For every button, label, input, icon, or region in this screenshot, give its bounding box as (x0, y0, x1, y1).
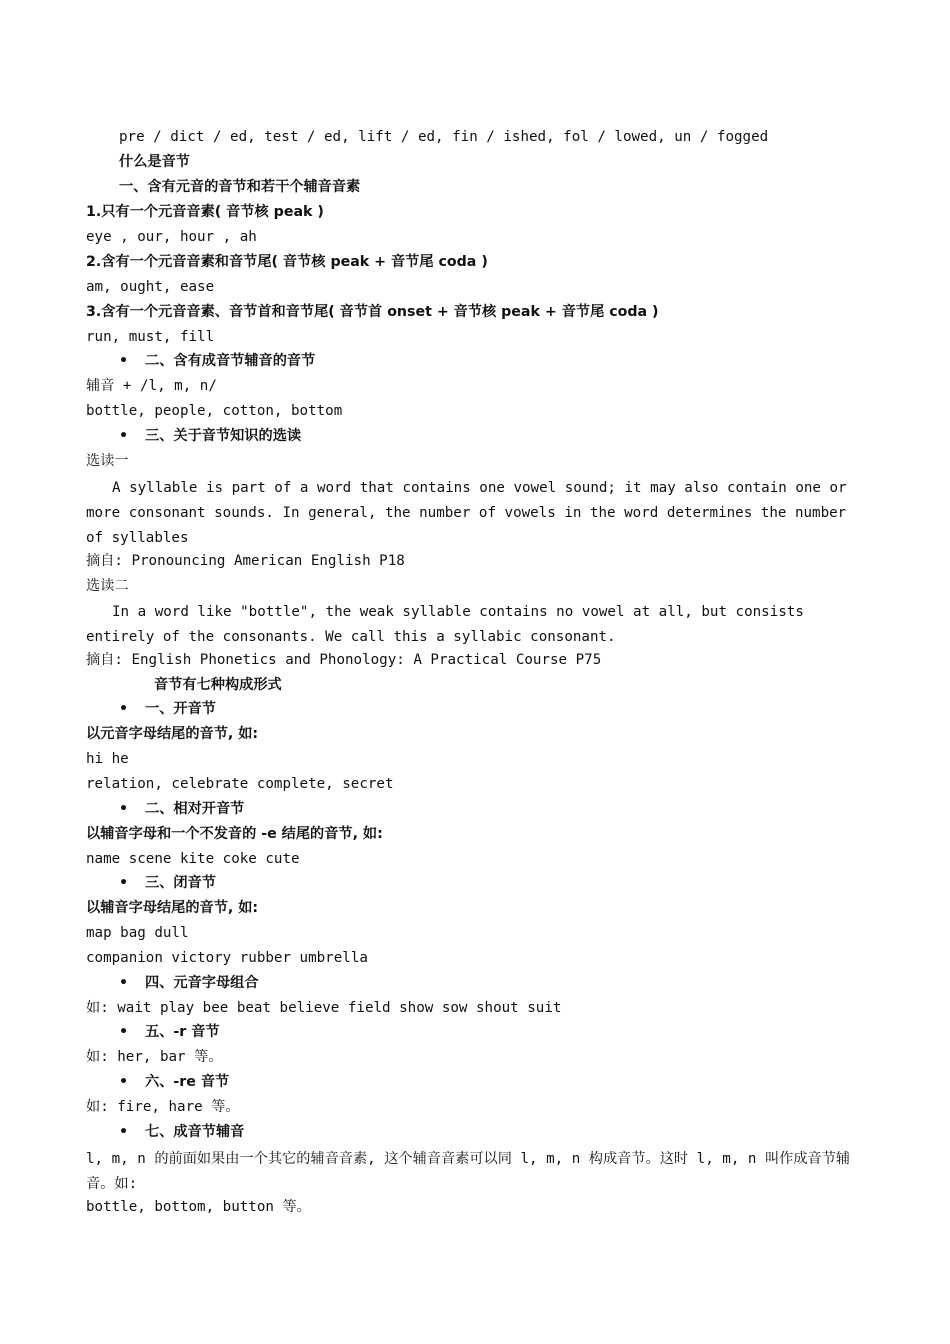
bullet-heading-text: 二、含有成音节辅音的音节 (145, 353, 316, 369)
bullet-icon: • (119, 353, 129, 369)
open-syllable-desc: 以元音字母结尾的音节, 如: (86, 726, 259, 742)
bullet-heading-text: 七、成音节辅音 (145, 1124, 245, 1140)
bullet-heading-text: 四、元音字母组合 (145, 975, 259, 991)
bullet-icon: • (119, 1024, 129, 1040)
bullet-heading-vowel-combo (119, 973, 909, 993)
subheading-onset-peak-coda: 3.含有一个元音音素、音节首和音节尾( 音节首 onset + 音节核 peak + 音节尾 coda ) (86, 304, 659, 320)
heading-seven-forms: 音节有七种构成形式 (154, 677, 282, 693)
subheading-peak-coda: 2.含有一个元音音素和音节尾( 音节核 peak + 音节尾 coda ) (86, 254, 488, 270)
examples-syllabic: bottle, people, cotton, bottom (86, 403, 343, 419)
relative-open-desc: 以辅音字母和一个不发音的 -e 结尾的音节, 如: (86, 826, 383, 842)
reading-label-1: 选读一 (86, 453, 129, 469)
bullet-icon: • (119, 701, 129, 717)
bullet-icon: • (119, 1124, 129, 1140)
examples-onset-peak-coda: run, must, fill (86, 329, 215, 345)
bullet-icon: • (119, 975, 129, 991)
reading-paragraph-2: In a word like "bottle", the weak syllable contains no vowel at all, but consists entirely of the consonants. We call this a syllabic consonant. (86, 604, 804, 645)
bullet-heading-text: 五、-r 音节 (145, 1024, 220, 1040)
consonant-formula: 辅音 + /l, m, n/ (86, 378, 217, 394)
relative-open-examples: name scene kite coke cute (86, 851, 300, 867)
bullet-heading-closed (119, 873, 909, 893)
bullet-heading-open-syllable (119, 699, 909, 719)
bullet-icon: • (119, 875, 129, 891)
examples-peak-coda: am, ought, ease (86, 279, 215, 295)
closed-examples-2: companion victory rubber umbrella (86, 950, 368, 966)
bullet-heading-text: 三、关于音节知识的选读 (145, 428, 302, 444)
open-syllable-examples-2: relation, celebrate complete, secret (86, 776, 394, 792)
bullet-heading-text: 三、闭音节 (145, 875, 216, 891)
bullet-heading-relative-open (119, 799, 909, 819)
vowel-combo-examples: 如: wait play bee beat believe field show sow shout suit (86, 1000, 562, 1016)
bullet-heading-re-syllable (119, 1072, 909, 1092)
bullet-heading-text: 六、-re 音节 (145, 1074, 230, 1090)
reading-source-2: 摘自: English Phonetics and Phonology: A Practical Course P75 (86, 652, 602, 668)
syllabic-consonant-examples: bottle, bottom, button 等。 (86, 1199, 311, 1215)
examples-peak: eye , our, hour , ah (86, 229, 257, 245)
bullet-heading-text: 二、相对开音节 (145, 801, 245, 817)
section-heading-1: 一、含有元音的音节和若干个辅音音素 (119, 179, 361, 195)
bullet-icon: • (119, 1074, 129, 1090)
bullet-heading-text: 一、开音节 (145, 701, 216, 717)
bullet-heading-reading (119, 426, 909, 446)
open-syllable-examples-1: hi he (86, 751, 129, 767)
closed-desc: 以辅音字母结尾的音节, 如: (86, 900, 259, 916)
reading-paragraph-1: A syllable is part of a word that contains one vowel sound; it may also contain one or more consonant sounds. In general, the number of vowels in the word determines the number of syllables (86, 480, 847, 546)
r-syllable-examples: 如: her, bar 等。 (86, 1049, 223, 1065)
bullet-heading-syllabic-consonant-2 (119, 1122, 909, 1142)
bullet-heading-r-syllable (119, 1022, 909, 1042)
bullet-icon: • (119, 428, 129, 444)
reading-source-1: 摘自: Pronouncing American English P18 (86, 553, 405, 569)
heading-what-is-syllable: 什么是音节 (119, 154, 190, 170)
re-syllable-examples: 如: fire, hare 等。 (86, 1099, 240, 1115)
syllabic-consonant-desc: l, m, n 的前面如果由一个其它的辅音音素, 这个辅音音素可以同 l, m, n 构成音节。这时 l, m, n 叫作成音节辅音。如: (86, 1151, 851, 1192)
bullet-heading-syllabic-consonant (119, 351, 909, 371)
subheading-peak: 1.只有一个元音音素( 音节核 peak ) (86, 204, 324, 220)
syllable-division-examples: pre / dict / ed, test / ed, lift / ed, fin / ished, fol / lowed, un / fogged (119, 129, 769, 145)
closed-examples-1: map bag dull (86, 925, 189, 941)
reading-label-2: 选读二 (86, 578, 129, 594)
bullet-icon: • (119, 801, 129, 817)
